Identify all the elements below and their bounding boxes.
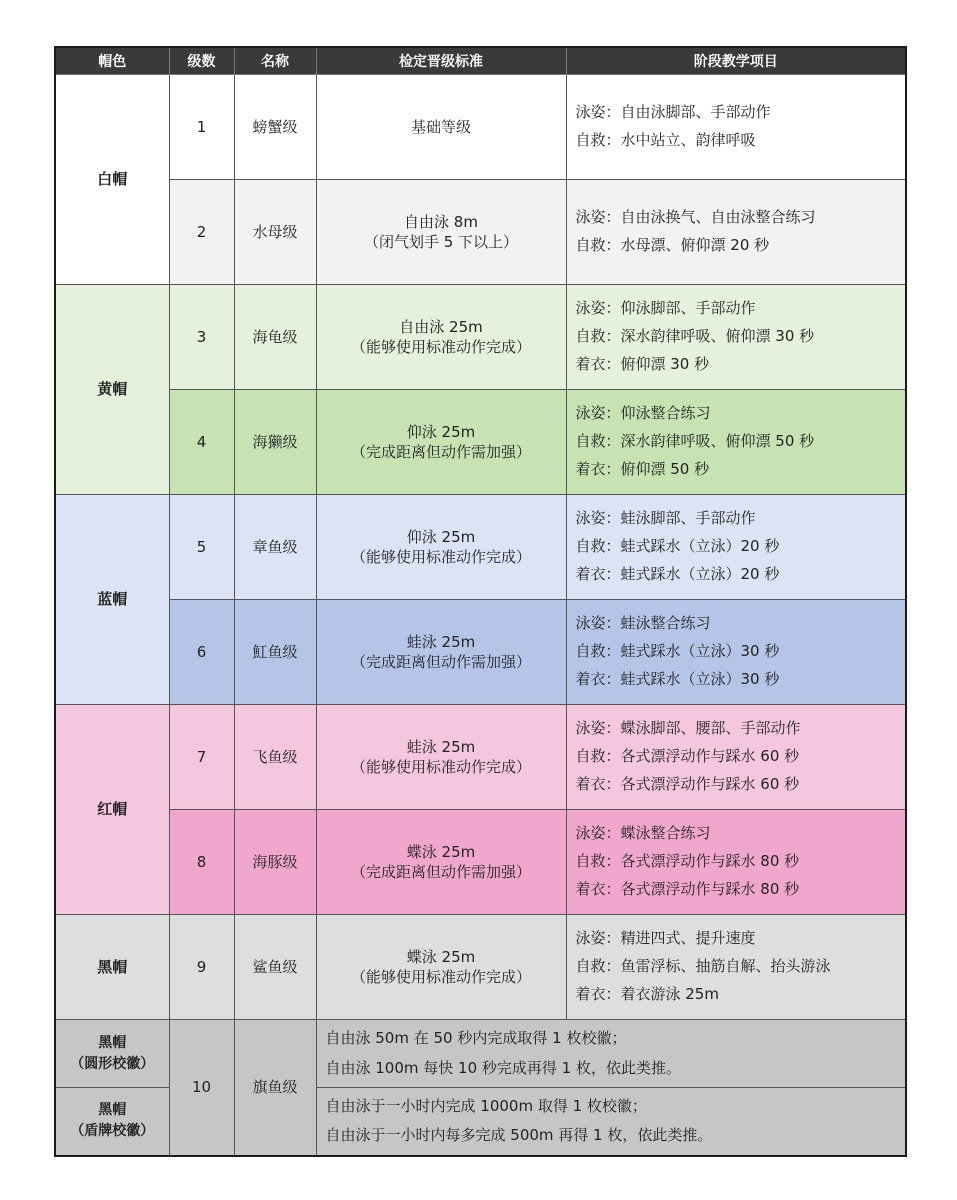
standard-line: （能够使用标准动作完成） [350,968,531,986]
table-row [55,600,906,705]
standard-line: 蛙泳 25m [406,632,476,651]
cap-badge-note: （圆形校徽） [70,1055,155,1072]
standard-line: 仰泳 25m [406,527,476,546]
level-standard [316,285,566,390]
level-name: 魟鱼级 [234,600,316,705]
level-standard [316,810,566,915]
cap-blue: 蓝帽 [55,495,169,705]
item-line: 泳姿：自由泳换气、自由泳整合练习 [575,208,816,227]
item-line: 自救：蛙式踩水（立泳）30 秒 [575,642,780,661]
level-standard [316,600,566,705]
header-cap-color: 帽色 [55,47,169,75]
level-name: 海獭级 [234,390,316,495]
level-standard [316,390,566,495]
item-line: 自救：鱼雷浮标、抽筋自解、抬头游泳 [575,957,831,976]
item-line: 泳姿：蝶泳脚部、腰部、手部动作 [575,719,801,738]
item-line: 自救：各式漂浮动作与踩水 60 秒 [575,747,800,766]
standard-line: （完成距离但动作需加强） [350,863,531,881]
level-number: 2 [169,180,234,285]
item-line: 泳姿：蛙泳整合练习 [575,614,711,633]
teaching-items [566,810,906,915]
cap-red: 红帽 [55,705,169,915]
level-number: 4 [169,390,234,495]
level-standard [316,180,566,285]
level-number: 9 [169,915,234,1020]
teaching-items [566,495,906,600]
reward-line: 自由泳于一小时内完成 1000m 取得 1 枚校徽； [325,1097,647,1115]
cap-black-round-badge [55,1020,169,1088]
item-line: 自救：深水韵律呼吸、俯仰漂 30 秒 [575,327,815,346]
standard-line: （完成距离但动作需加强） [350,443,531,461]
reward-line: 自由泳于一小时内每多完成 500m 再得 1 枚，依此类推。 [325,1126,713,1145]
cap-badge-note: （盾牌校徽） [70,1123,155,1140]
header-items: 阶段教学项目 [566,47,906,75]
standard-line: 仰泳 25m [406,422,476,441]
standard-line: （闭气划手 5 下以上） [363,233,519,251]
level-number: 6 [169,600,234,705]
standard-line: 自由泳 25m [399,317,483,336]
standard-line: （完成距离但动作需加强） [350,653,531,671]
teaching-items [566,705,906,810]
teaching-items [566,180,906,285]
teaching-items [566,390,906,495]
badge-reward-rule [316,1020,906,1088]
standard-line: 基础等级 [410,117,471,136]
teaching-items [566,600,906,705]
standard-line: 自由泳 8m [404,212,478,231]
item-line: 自救：水母漂、俯仰漂 20 秒 [575,236,770,254]
cap-black: 黑帽 [55,915,169,1020]
level-number: 7 [169,705,234,810]
table-row [55,180,906,285]
item-line: 泳姿：蝶泳整合练习 [575,824,711,843]
header-standard: 检定晋级标准 [316,47,566,75]
item-line: 泳姿：蛙泳脚部、手部动作 [575,509,756,528]
header-row [55,47,906,75]
table-row [55,75,906,180]
table-row [55,285,906,390]
item-line: 着衣：俯仰漂 30 秒 [575,354,710,373]
cap-white: 白帽 [55,75,169,285]
reward-line: 自由泳 50m 在 50 秒内完成取得 1 枚校徽； [325,1029,627,1048]
level-standard [316,75,566,180]
table-row [55,705,906,810]
table-row [55,495,906,600]
level-name: 水母级 [234,180,316,285]
level-number: 5 [169,495,234,600]
standard-line: 蝶泳 25m [406,842,476,861]
level-name: 鲨鱼级 [234,915,316,1020]
standard-line: （能够使用标准动作完成） [350,338,531,356]
standard-line: 蝶泳 25m [406,947,476,966]
level-name: 海豚级 [234,810,316,915]
item-line: 泳姿：仰泳整合练习 [575,404,711,423]
reward-line: 自由泳 100m 每快 10 秒完成再得 1 枚，依此类推。 [325,1058,681,1077]
header-name: 名称 [234,47,316,75]
teaching-items [566,75,906,180]
level-standard [316,495,566,600]
item-line: 泳姿：自由泳脚部、手部动作 [575,103,771,122]
standard-line: （能够使用标准动作完成） [350,758,531,776]
item-line: 着衣：蛙式踩水（立泳）30 秒 [575,669,780,688]
level-standard [316,705,566,810]
level-number: 10 [169,1020,234,1156]
item-line: 自救：蛙式踩水（立泳）20 秒 [575,537,780,556]
cap-yellow: 黄帽 [55,285,169,495]
cap-label: 黑帽 [98,1034,127,1051]
item-line: 着衣：各式漂浮动作与踩水 80 秒 [575,879,800,898]
level-number: 1 [169,75,234,180]
table-row [55,810,906,915]
level-name: 螃蟹级 [234,75,316,180]
header-level: 级数 [169,47,234,75]
level-standard [316,915,566,1020]
swim-level-table [54,46,907,1157]
cap-label: 黑帽 [98,1102,127,1119]
item-line: 自救：各式漂浮动作与踩水 80 秒 [575,852,800,871]
item-line: 着衣：蛙式踩水（立泳）20 秒 [575,564,780,583]
level-name: 飞鱼级 [234,705,316,810]
teaching-items [566,285,906,390]
level-name: 海龟级 [234,285,316,390]
badge-reward-rule [316,1088,906,1156]
item-line: 着衣：各式漂浮动作与踩水 60 秒 [575,774,800,793]
item-line: 自救：水中站立、韵律呼吸 [575,131,756,149]
level-number: 3 [169,285,234,390]
item-line: 着衣：着衣游泳 25m [575,984,719,1003]
table-row [55,1020,906,1088]
table-row [55,915,906,1020]
item-line: 自救：深水韵律呼吸、俯仰漂 50 秒 [575,432,815,451]
standard-line: 蛙泳 25m [406,737,476,756]
standard-line: （能够使用标准动作完成） [350,548,531,566]
cap-black-shield-badge [55,1088,169,1156]
table-row [55,390,906,495]
item-line: 着衣：俯仰漂 50 秒 [575,459,710,478]
item-line: 泳姿：精进四式、提升速度 [575,929,756,948]
level-name: 旗鱼级 [234,1020,316,1156]
teaching-items [566,915,906,1020]
level-number: 8 [169,810,234,915]
level-name: 章鱼级 [234,495,316,600]
item-line: 泳姿：仰泳脚部、手部动作 [575,299,756,318]
